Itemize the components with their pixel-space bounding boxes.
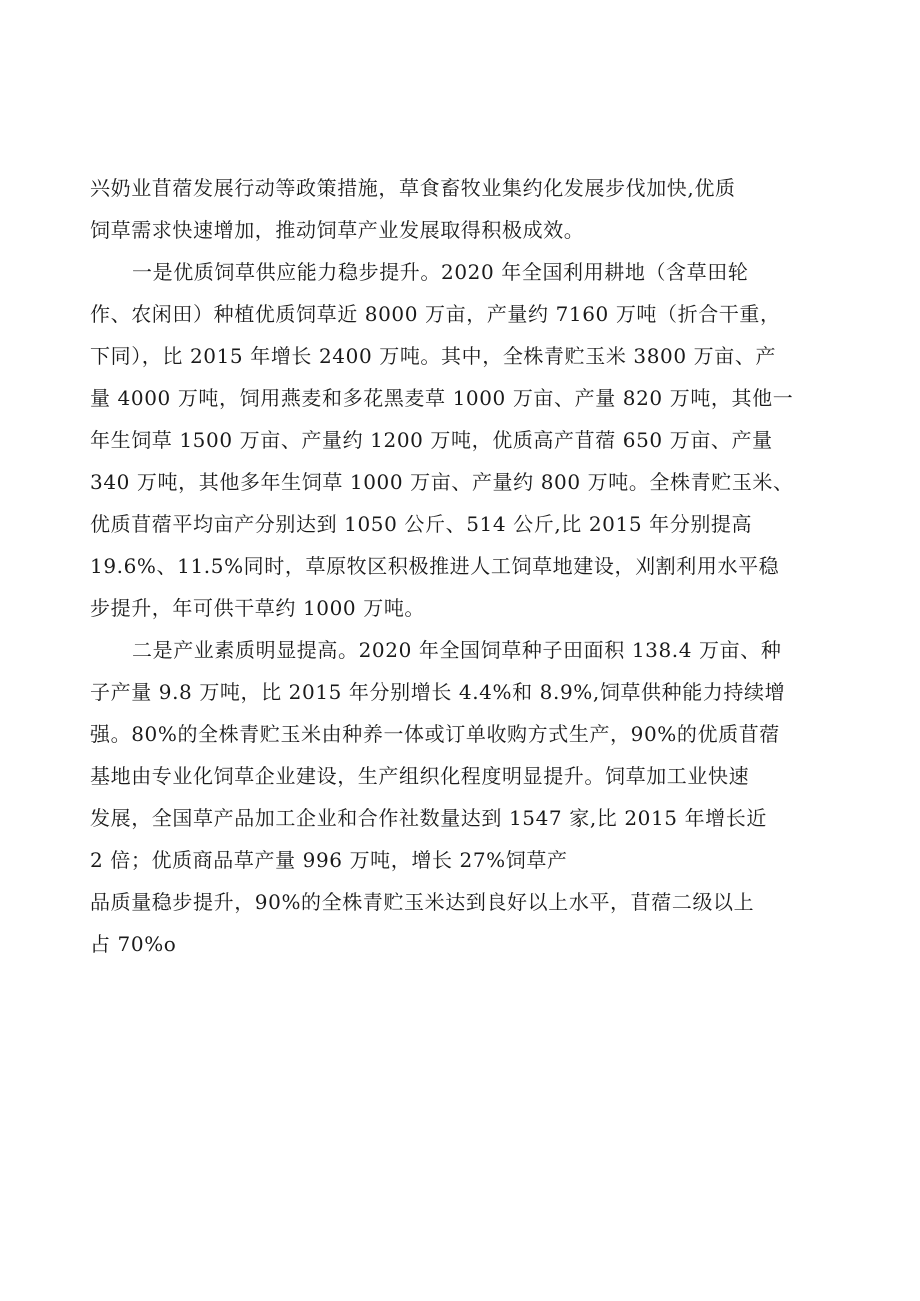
text-line: 19.6%、11.5%同时，草原牧区积极推进人工饲草地建设，刈割利用水平稳 xyxy=(90,554,780,578)
text-line: 优质苜蓿平均亩产分别达到 1050 公斤、514 公斤,比 2015 年分别提高 xyxy=(90,512,753,536)
text-line: 饲草需求快速增加，推动饲草产业发展取得积极成效。 xyxy=(90,218,585,242)
text-line: 作、农闲田）种植优质饲草近 8000 万亩，产量约 7160 万吨（折合干重， xyxy=(90,302,781,326)
text-line: 兴奶业苜蓿发展行动等政策措施，草食畜牧业集约化发展步伐加快,优质 xyxy=(90,176,736,200)
text-line: 一是优质饲草供应能力稳步提升。2020 年全国利用耕地（含草田轮 xyxy=(132,260,749,284)
text-line: 年生饲草 1500 万亩、产量约 1200 万吨，优质高产苜蓿 650 万亩、产量 xyxy=(90,428,773,452)
text-line: 量 4000 万吨，饲用燕麦和多花黑麦草 1000 万亩、产量 820 万吨，其他一 xyxy=(90,386,794,410)
paragraph-product-quality xyxy=(90,881,830,965)
text-line: 占 70%o xyxy=(90,932,177,956)
paragraph-intro xyxy=(90,167,830,251)
text-line: 2 倍；优质商品草产量 996 万吨，增长 27%饲草产 xyxy=(90,848,568,872)
text-line: 子产量 9.8 万吨，比 2015 年分别增长 4.4%和 8.9%,饲草供种能力持续增 xyxy=(90,680,786,704)
text-line: 基地由专业化饲草企业建设，生产组织化程度明显提升。饲草加工业快速 xyxy=(90,764,750,788)
paragraph-supply-capacity xyxy=(90,251,830,629)
paragraph-industry-quality xyxy=(90,629,830,881)
text-line: 二是产业素质明显提高。2020 年全国饲草种子田面积 138.4 万亩、种 xyxy=(132,638,782,662)
text-line: 步提升，年可供干草约 1000 万吨。 xyxy=(90,596,426,620)
document-body xyxy=(90,167,830,965)
text-line: 发展，全国草产品加工企业和合作社数量达到 1547 家,比 2015 年增长近 xyxy=(90,806,767,830)
text-line: 340 万吨，其他多年生饲草 1000 万亩、产量约 800 万吨。全株青贮玉米、 xyxy=(90,470,794,494)
text-line: 下同），比 2015 年增长 2400 万吨。其中，全株青贮玉米 3800 万亩、产 xyxy=(90,344,777,368)
text-line: 品质量稳步提升，90%的全株青贮玉米达到良好以上水平，苜蓿二级以上 xyxy=(90,890,755,914)
text-line: 强。80%的全株青贮玉米由种养一体或订单收购方式生产，90%的优质苜蓿 xyxy=(90,722,780,746)
